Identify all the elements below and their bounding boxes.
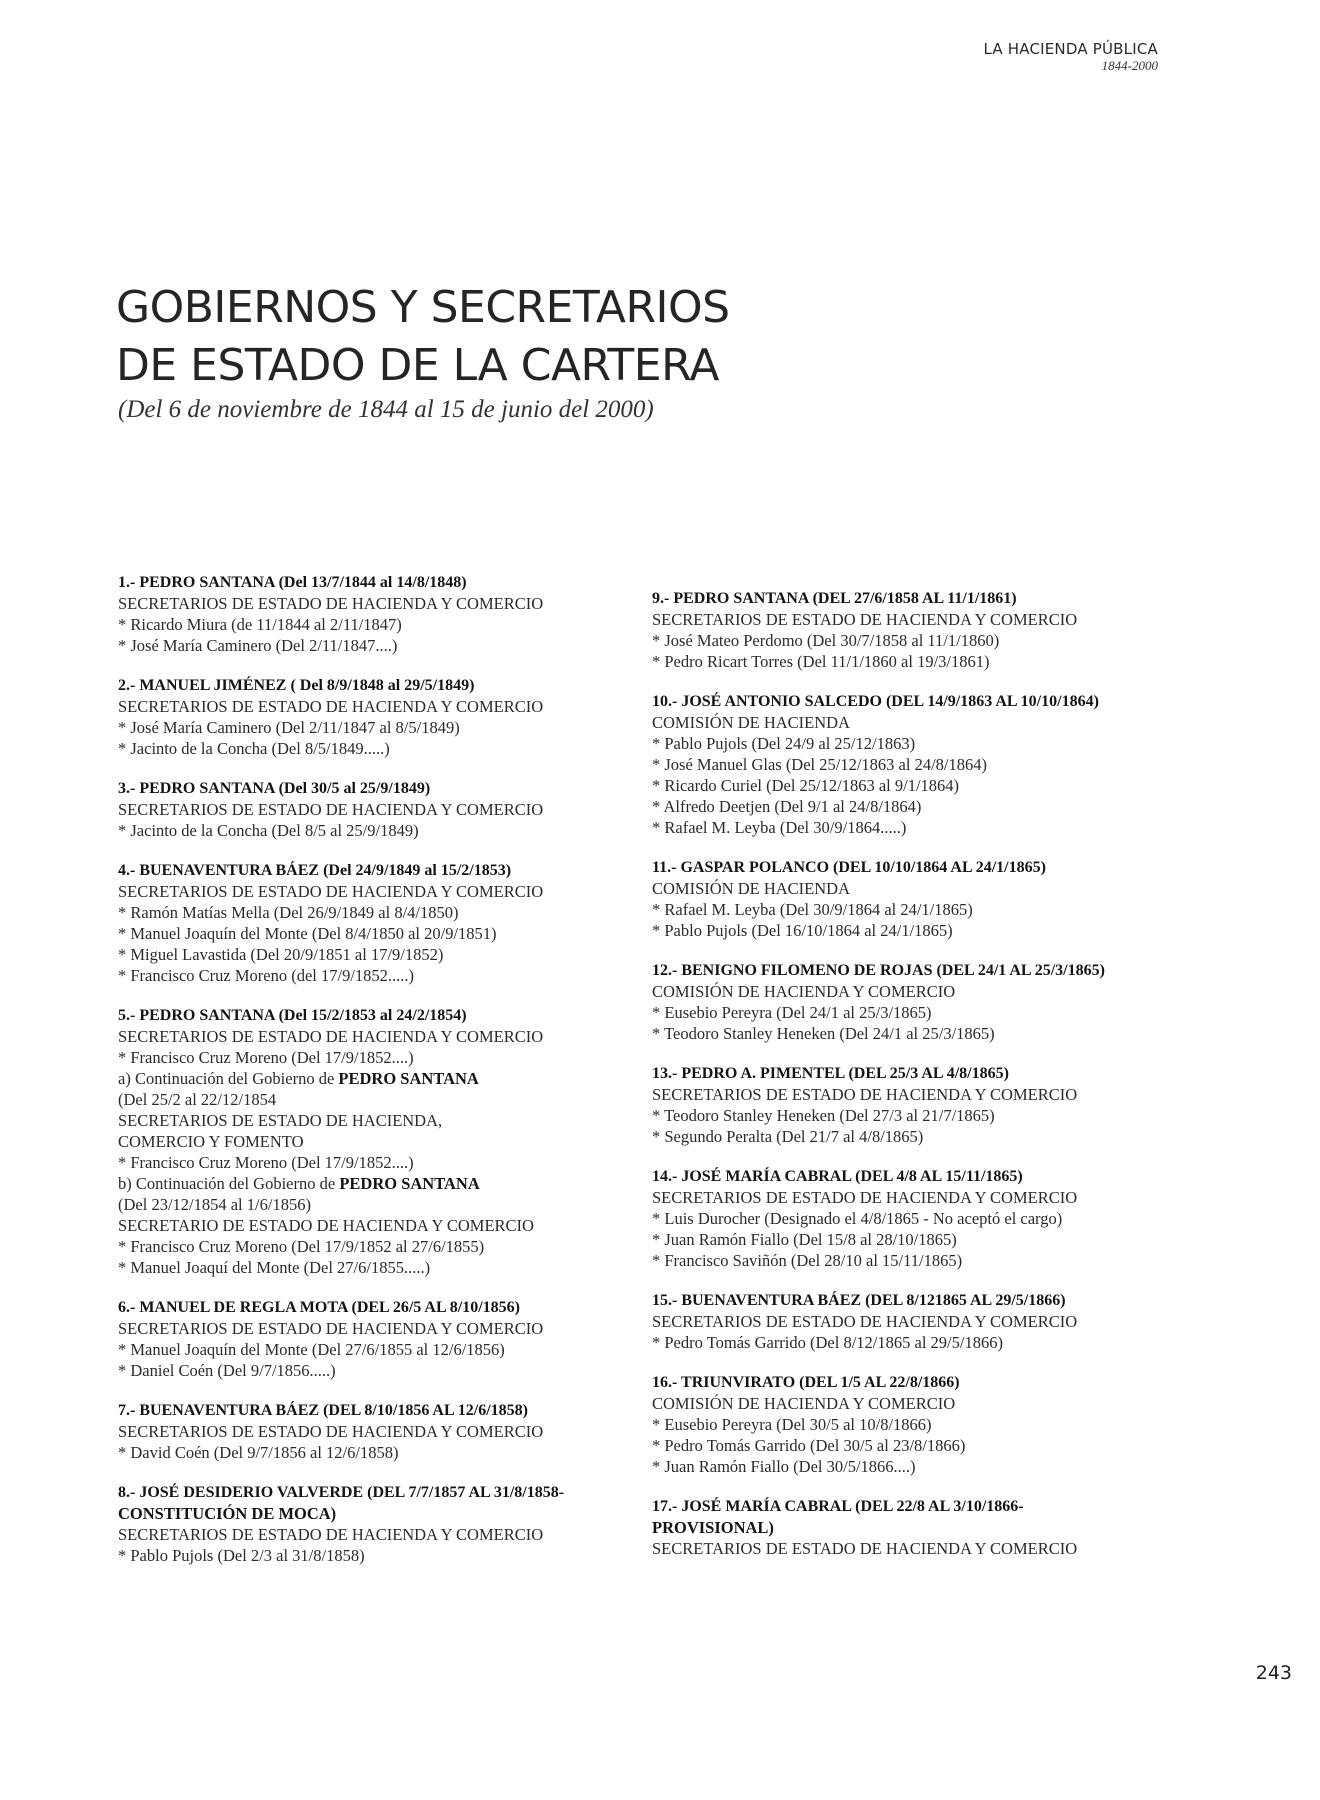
government-entry [118, 1482, 638, 1566]
entry-line: * Ramón Matías Mella (Del 26/9/1849 al 8/4/1850) [118, 903, 459, 922]
entry-heading: 6.- MANUEL DE REGLA MOTA (DEL 26/5 AL 8/10/1856) [118, 1299, 520, 1316]
entry-line: (Del 25/2 al 22/12/1854 [118, 1090, 277, 1109]
entry-heading: 7.- BUENAVENTURA BÁEZ (DEL 8/10/1856 AL 12/6/1858) [118, 1402, 528, 1419]
page-title-line-2: DE ESTADO DE LA CARTERA [116, 340, 719, 391]
entry-line: * Pedro Tomás Garrido (Del 30/5 al 23/8/1866) [652, 1436, 966, 1455]
entry-line: * Alfredo Deetjen (Del 9/1 al 24/8/1864) [652, 797, 922, 816]
page-number: 243 [1255, 1662, 1292, 1684]
entry-line: * Pablo Pujols (Del 24/9 al 25/12/1863) [652, 734, 916, 753]
government-entry [118, 778, 638, 841]
government-entry [652, 1496, 1164, 1559]
entry-line: * Eusebio Pereyra (Del 24/1 al 25/3/1865) [652, 1003, 932, 1022]
entry-line: * Manuel Joaquín del Monte (Del 27/6/1855 al 12/6/1856) [118, 1340, 505, 1359]
entry-line: * Pablo Pujols (Del 2/3 al 31/8/1858) [118, 1546, 365, 1565]
entry-heading: 9.- PEDRO SANTANA (DEL 27/6/1858 AL 11/1/1861) [652, 590, 1017, 607]
government-entry [652, 1063, 1164, 1147]
entry-line: * Rafael M. Leyba (Del 30/9/1864 al 24/1/1865) [652, 900, 973, 919]
entry-line: COMISIÓN DE HACIENDA [652, 879, 850, 898]
entry-line: * Francisco Cruz Moreno (del 17/9/1852.....) [118, 966, 415, 985]
entry-line: * José María Caminero (Del 2/11/1847 al 8/5/1849) [118, 718, 460, 737]
entry-line: SECRETARIOS DE ESTADO DE HACIENDA Y COMERCIO [118, 1422, 544, 1441]
entry-line: SECRETARIOS DE ESTADO DE HACIENDA Y COMERCIO [118, 1525, 544, 1544]
government-entry [652, 1166, 1164, 1271]
government-entry [652, 1372, 1164, 1477]
continuation-intro: a) Continuación del Gobierno de [118, 1069, 339, 1088]
entry-line: SECRETARIOS DE ESTADO DE HACIENDA Y COMERCIO [118, 1027, 544, 1046]
entry-line: COMISIÓN DE HACIENDA Y COMERCIO [652, 982, 956, 1001]
entry-line: SECRETARIOS DE ESTADO DE HACIENDA Y COMERCIO [652, 1539, 1078, 1558]
entry-heading-continuation: PROVISIONAL) [652, 1518, 774, 1537]
page-title [116, 279, 730, 395]
page-title-line-1: GOBIERNOS Y SECRETARIOS [116, 282, 730, 333]
entry-line: * José Mateo Perdomo (Del 30/7/1858 al 11/1/1860) [652, 631, 1000, 650]
entry-heading: 2.- MANUEL JIMÉNEZ ( Del 8/9/1848 al 29/5/1849) [118, 677, 475, 694]
entry-heading: 5.- PEDRO SANTANA (Del 15/2/1853 al 24/2/1854) [118, 1007, 467, 1024]
entry-heading: 1.- PEDRO SANTANA (Del 13/7/1844 al 14/8/1848) [118, 574, 467, 591]
entry-line: * Teodoro Stanley Heneken (Del 24/1 al 25/3/1865) [652, 1024, 995, 1043]
entry-line: SECRETARIOS DE ESTADO DE HACIENDA Y COMERCIO [652, 610, 1078, 629]
government-entry [652, 857, 1164, 941]
entry-line: * Francisco Cruz Moreno (Del 17/9/1852....) [118, 1153, 414, 1172]
entry-line: * Pedro Ricart Torres (Del 11/1/1860 al 19/3/1861) [652, 652, 990, 671]
entry-line: * Teodoro Stanley Heneken (Del 27/3 al 21/7/1865) [652, 1106, 995, 1125]
entry-line: * Jacinto de la Concha (Del 8/5 al 25/9/1849) [118, 821, 419, 840]
government-entry [652, 588, 1164, 672]
running-head-title: LA HACIENDA PÚBLICA [983, 40, 1158, 58]
entry-line: SECRETARIOS DE ESTADO DE HACIENDA Y COMERCIO [652, 1188, 1078, 1207]
entry-line: * Pablo Pujols (Del 16/10/1864 al 24/1/1865) [652, 921, 953, 940]
government-entry [652, 960, 1164, 1044]
entry-heading: 16.- TRIUNVIRATO (DEL 1/5 AL 22/8/1866) [652, 1374, 960, 1391]
entry-heading: 10.- JOSÉ ANTONIO SALCEDO (DEL 14/9/1863 AL 10/10/1864) [652, 693, 1099, 710]
entry-heading: 11.- GASPAR POLANCO (DEL 10/10/1864 AL 24/1/1865) [652, 859, 1046, 876]
entry-line: SECRETARIOS DE ESTADO DE HACIENDA Y COMERCIO [118, 697, 544, 716]
entry-line: * Pedro Tomás Garrido (Del 8/12/1865 al 29/5/1866) [652, 1333, 1003, 1352]
continuation-label [118, 1068, 638, 1089]
right-column [652, 588, 1164, 1578]
entry-line: SECRETARIOS DE ESTADO DE HACIENDA Y COMERCIO [652, 1085, 1078, 1104]
entry-line: * Ricardo Miura (de 11/1844 al 2/11/1847) [118, 615, 402, 634]
entry-line: SECRETARIOS DE ESTADO DE HACIENDA Y COMERCIO [118, 594, 544, 613]
government-entry [118, 572, 638, 656]
entry-line: * Eusebio Pereyra (Del 30/5 al 10/8/1866) [652, 1415, 932, 1434]
entry-line: (Del 23/12/1854 al 1/6/1856) [118, 1195, 311, 1214]
government-entry [118, 1400, 638, 1463]
entry-line: * Manuel Joaquín del Monte (Del 8/4/1850 al 20/9/1851) [118, 924, 497, 943]
entry-heading: 12.- BENIGNO FILOMENO DE ROJAS (DEL 24/1 AL 25/3/1865) [652, 962, 1105, 979]
entry-line: SECRETARIOS DE ESTADO DE HACIENDA Y COMERCIO [118, 1319, 544, 1338]
entry-heading: 13.- PEDRO A. PIMENTEL (DEL 25/3 AL 4/8/1865) [652, 1065, 1009, 1082]
entry-heading: 17.- JOSÉ MARÍA CABRAL (DEL 22/8 AL 3/10/1866- [652, 1498, 1024, 1515]
entry-line: * Rafael M. Leyba (Del 30/9/1864.....) [652, 818, 907, 837]
entry-heading: 14.- JOSÉ MARÍA CABRAL (DEL 4/8 AL 15/11/1865) [652, 1168, 1023, 1185]
entry-line: * Luis Durocher (Designado el 4/8/1865 - No aceptó el cargo) [652, 1209, 1063, 1228]
entry-heading: 8.- JOSÉ DESIDERIO VALVERDE (DEL 7/7/1857 AL 31/8/1858- [118, 1484, 565, 1501]
government-entry [118, 675, 638, 759]
entry-line: SECRETARIOS DE ESTADO DE HACIENDA Y COMERCIO [118, 800, 544, 819]
government-entry [652, 691, 1164, 838]
continuation-name: PEDRO SANTANA [338, 1069, 479, 1088]
entry-line: * Francisco Cruz Moreno (Del 17/9/1852 al 27/6/1855) [118, 1237, 485, 1256]
government-entry [118, 860, 638, 986]
government-entry [118, 1297, 638, 1381]
entry-heading: 15.- BUENAVENTURA BÁEZ (DEL 8/121865 AL 29/5/1866) [652, 1292, 1066, 1309]
entry-heading: 3.- PEDRO SANTANA (Del 30/5 al 25/9/1849) [118, 780, 431, 797]
entry-line: SECRETARIOS DE ESTADO DE HACIENDA Y COMERCIO [118, 882, 544, 901]
entry-line: * José Manuel Glas (Del 25/12/1863 al 24/8/1864) [652, 755, 987, 774]
entry-line: * José María Caminero (Del 2/11/1847....) [118, 636, 398, 655]
entry-line: * Miguel Lavastida (Del 20/9/1851 al 17/9/1852) [118, 945, 444, 964]
entry-line: * Ricardo Curiel (Del 25/12/1863 al 9/1/1864) [652, 776, 960, 795]
entry-heading: 4.- BUENAVENTURA BÁEZ (Del 24/9/1849 al 15/2/1853) [118, 862, 512, 879]
continuation-label [118, 1173, 638, 1194]
entry-line: * Manuel Joaquí del Monte (Del 27/6/1855.....) [118, 1258, 431, 1277]
page-subtitle: (Del 6 de noviembre de 1844 al 15 de junio del 2000) [118, 396, 654, 423]
entry-line: * Segundo Peralta (Del 21/7 al 4/8/1865) [652, 1127, 924, 1146]
entry-line: * Jacinto de la Concha (Del 8/5/1849.....) [118, 739, 390, 758]
government-entry [652, 1290, 1164, 1353]
entry-line: * Francisco Saviñón (Del 28/10 al 15/11/1865) [652, 1251, 963, 1270]
continuation-name: PEDRO SANTANA [339, 1174, 480, 1193]
entry-line: * Juan Ramón Fiallo (Del 30/5/1866....) [652, 1457, 916, 1476]
government-entry [118, 1005, 638, 1278]
entry-line: * David Coén (Del 9/7/1856 al 12/6/1858) [118, 1443, 399, 1462]
left-column [118, 572, 638, 1585]
entry-line: SECRETARIOS DE ESTADO DE HACIENDA Y COMERCIO [652, 1312, 1078, 1331]
entry-line: COMISIÓN DE HACIENDA Y COMERCIO [652, 1394, 956, 1413]
entry-line: COMERCIO Y FOMENTO [118, 1132, 304, 1151]
continuation-intro: b) Continuación del Gobierno de [118, 1174, 340, 1193]
entry-line: SECRETARIO DE ESTADO DE HACIENDA Y COMERCIO [118, 1216, 534, 1235]
running-head [983, 40, 1158, 74]
entry-line: * Juan Ramón Fiallo (Del 15/8 al 28/10/1865) [652, 1230, 957, 1249]
entry-line: * Daniel Coén (Del 9/7/1856.....) [118, 1361, 336, 1380]
entry-line: COMISIÓN DE HACIENDA [652, 713, 850, 732]
entry-heading-continuation: CONSTITUCIÓN DE MOCA) [118, 1504, 337, 1523]
entry-line: SECRETARIOS DE ESTADO DE HACIENDA, [118, 1111, 443, 1130]
running-head-years: 1844-2000 [1101, 58, 1158, 73]
entry-line: * Francisco Cruz Moreno (Del 17/9/1852....) [118, 1048, 414, 1067]
